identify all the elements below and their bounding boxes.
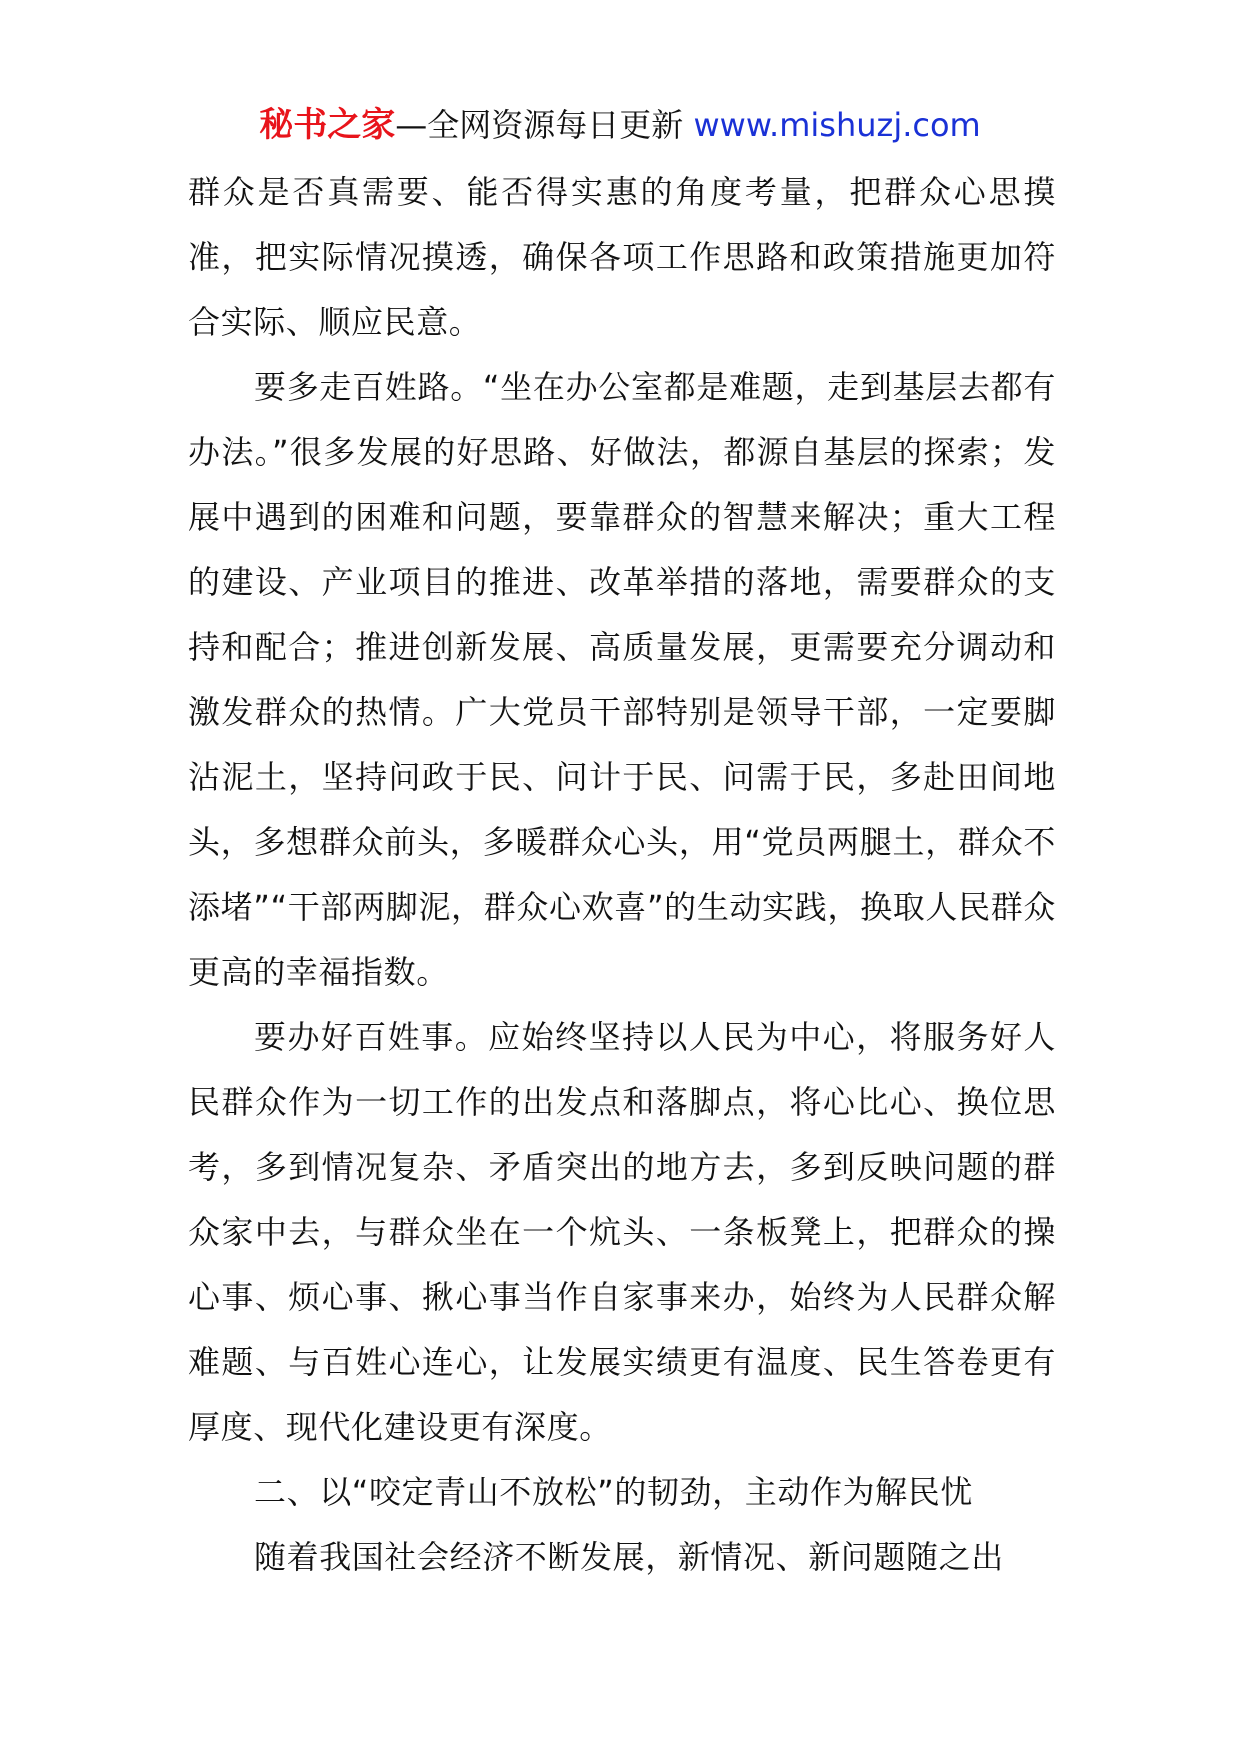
paragraph-continued: 群众是否真需要、能否得实惠的角度考量，把群众心思摸准，把实际情况摸透，确保各项工作思路和政策措施更加符合实际、顺应民意。 [188, 173, 1056, 341]
document-body [188, 160, 1056, 1590]
site-tagline: —全网资源每日更新 [395, 106, 684, 144]
page-header [0, 103, 1240, 147]
paragraph-do-people-things: 要办好百姓事。应始终坚持以人民为中心，将服务好人民群众作为一切工作的出发点和落脚点，将心比心、换位思考，多到情况复杂、矛盾突出的地方去，多到反映问题的群众家中去，与群众坐在一个炕头、一条板凳上，把群众的操心事、烦心事、揪心事当作自家事来办，始终为人民群众解难题、与百姓心连心，让发展实绩更有温度、民生答卷更有厚度、现代化建设更有深度。 [188, 1018, 1056, 1446]
site-url-link[interactable]: www.mishuzj.com [693, 106, 981, 144]
paragraph-section-2-start: 随着我国社会经济不断发展，新情况、新问题随之出 [254, 1538, 1004, 1576]
paragraph-walk-people-road: 要多走百姓路。“坐在办公室都是难题，走到基层去都有办法。”很多发展的好思路、好做法，都源自基层的探索；发展中遇到的困难和问题，要靠群众的智慧来解决；重大工程的建设、产业项目的推进、改革举措的落地，需要群众的支持和配合；推进创新发展、高质量发展，更需要充分调动和激发群众的热情。广大党员干部特别是领导干部，一定要脚沾泥土，坚持问政于民、问计于民、问需于民，多赴田间地头，多想群众前头，多暖群众心头，用“党员两腿土，群众不添堵”“干部两脚泥，群众心欢喜”的生动实践，换取人民群众更高的幸福指数。 [188, 368, 1056, 991]
section-heading-2: 二、以“咬定青山不放松”的韧劲，主动作为解民忧 [254, 1473, 973, 1511]
site-brand: 秘书之家 [259, 105, 396, 145]
